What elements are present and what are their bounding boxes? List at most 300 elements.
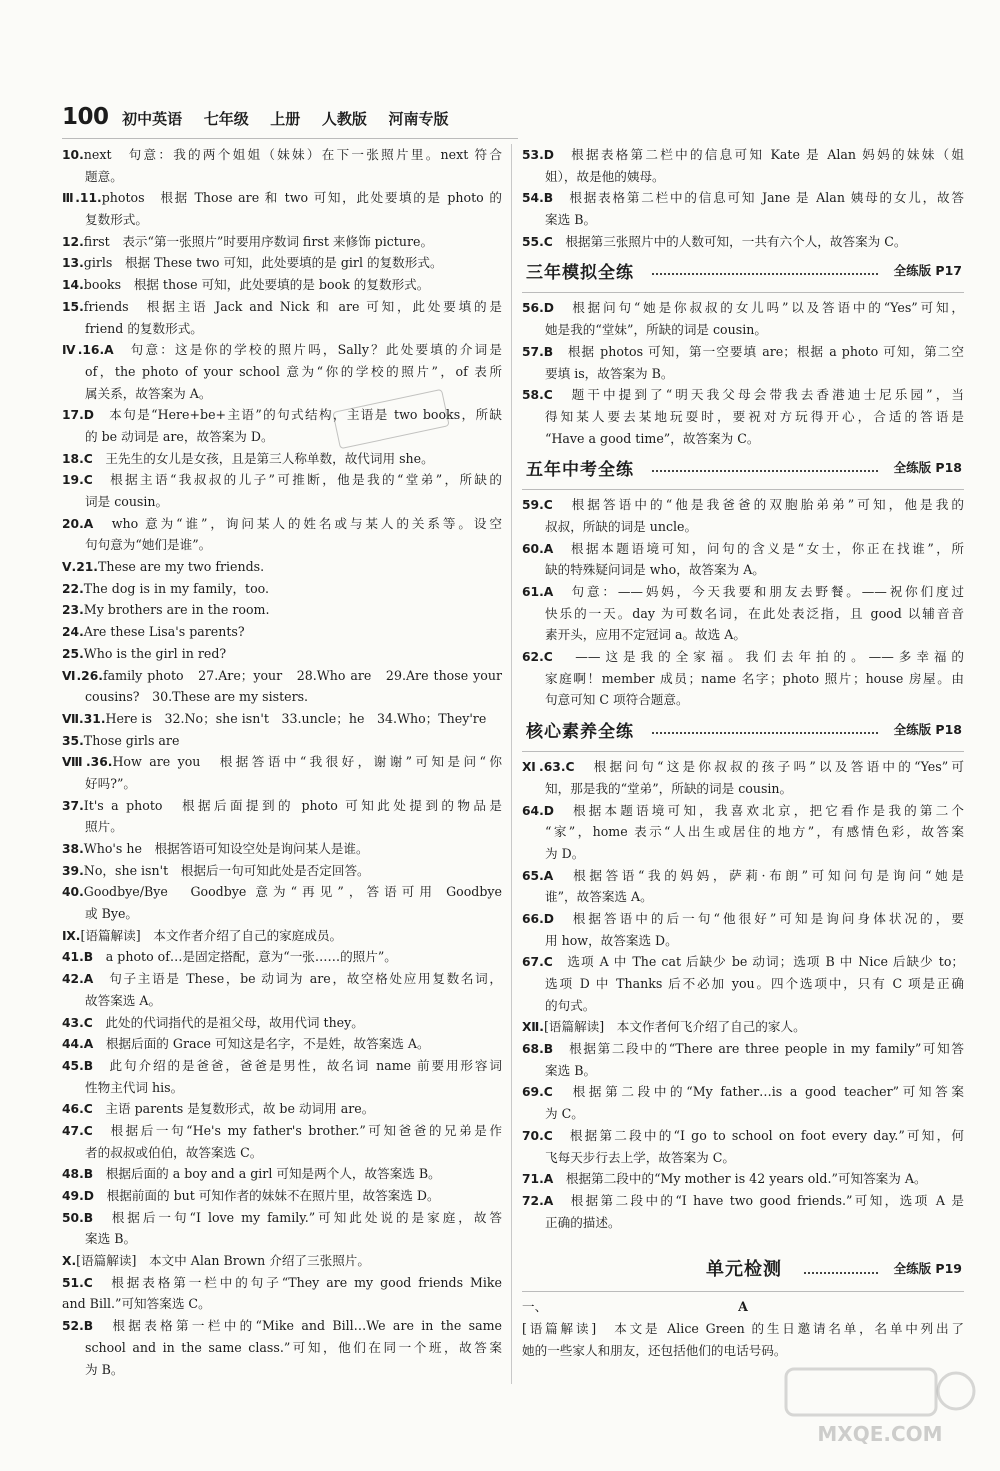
line-text: 为 D。 — [545, 845, 585, 861]
item-number: 57.B — [522, 344, 554, 359]
line-text: 姐），故是他的姨母。 — [545, 168, 665, 184]
section-version: 全练版 P18 — [893, 722, 962, 738]
item-number: 61.A — [522, 585, 554, 599]
text-line — [522, 1125, 964, 1147]
section-rule — [522, 292, 964, 293]
text-line — [62, 1315, 502, 1337]
line-text: a photo of…是固定搭配，意为“一张……的照片”。 — [93, 949, 397, 965]
line-text: ——这是我的全家福。我们去年拍的。——多幸福的 — [552, 649, 964, 665]
item-number: 66.D — [522, 911, 554, 926]
text-line — [522, 1038, 964, 1060]
text-line — [62, 166, 502, 188]
text-line — [62, 1098, 502, 1120]
text-line — [522, 865, 964, 887]
item-number: 40. — [62, 885, 84, 900]
text-line — [62, 990, 502, 1012]
text-line — [62, 578, 502, 600]
line-text: The dog is in my family，too. — [83, 580, 270, 596]
text-line — [62, 925, 502, 947]
line-text: These are my two friends. — [97, 559, 265, 575]
item-number: 43.C — [62, 1015, 93, 1030]
item-number: 60.A — [522, 541, 554, 556]
line-text: 根据第二段中的“My mother is 42 years old.”可知答案为 A。 — [553, 1171, 927, 1187]
text-line — [62, 881, 502, 903]
part-marker: 一、 — [522, 1299, 548, 1315]
section-three-year — [522, 256, 964, 286]
text-line — [522, 995, 964, 1017]
line-text: 好吗?”。 — [85, 775, 136, 791]
text-line — [62, 318, 502, 340]
text-line — [522, 1016, 964, 1038]
section-title: 核心素养全练 — [526, 722, 634, 743]
item-number: 37. — [62, 798, 84, 813]
item-number: 10. — [62, 148, 84, 162]
text-line — [62, 448, 502, 470]
line-text: [语篇解读] 本文是 Alice Green 的生日邀请名单，名单中列出了 — [522, 1320, 964, 1336]
item-number: Ⅸ. — [62, 928, 81, 943]
text-line — [62, 946, 502, 968]
text-line — [62, 209, 502, 231]
dotted-leader — [652, 470, 878, 472]
text-line — [62, 708, 502, 730]
section-title: 三年模拟全练 — [526, 263, 634, 284]
line-text: first 表示“第一张照片”时要用序数词 first 来修饰 picture。 — [83, 233, 434, 249]
text-line — [62, 296, 502, 318]
text-line — [522, 166, 964, 188]
dotted-leader — [652, 273, 878, 275]
item-number: 64.D — [522, 803, 554, 818]
item-number: 22. — [62, 581, 84, 596]
line-text: 的句式。 — [545, 997, 596, 1013]
text-line — [522, 1060, 964, 1082]
text-line — [62, 1055, 502, 1077]
answers-63-72 — [522, 756, 964, 1233]
right-column — [522, 144, 964, 1361]
unit-intro — [522, 1318, 964, 1361]
section-rule — [522, 1291, 964, 1292]
line-text: It's a photo 根据后面提到的 photo 可知此处提到的物品是 — [83, 797, 502, 813]
line-text: 缺的特殊疑问词是 who，故答案为 A。 — [545, 562, 765, 578]
line-text: Here is 32.No；she isn't 33.uncle；he 34.Who；They're — [105, 710, 487, 726]
item-number: 12. — [62, 234, 84, 249]
line-text: books 根据 those 可知，此处要填的是 book 的复数形式。 — [83, 277, 430, 293]
text-line — [522, 886, 964, 908]
text-line — [522, 1147, 964, 1169]
item-number: 41.B — [62, 950, 94, 965]
section-version: 全练版 P18 — [893, 460, 962, 476]
item-number: 59.C — [522, 498, 553, 513]
text-line — [522, 951, 964, 973]
text-line — [522, 297, 964, 319]
text-line — [62, 686, 502, 708]
line-text: Are these Lisa's parents? — [83, 624, 245, 640]
line-text: 根据表格第一栏中的句子“They are my good friends Mike — [92, 1274, 502, 1290]
page-number: 100 — [62, 104, 109, 130]
line-text: 案选 B。 — [545, 1062, 597, 1078]
line-text: 题干中提到了“明天我父母会带我去香港迪士尼乐园”，当 — [552, 387, 964, 403]
text-line — [522, 559, 964, 581]
text-line — [62, 491, 502, 513]
text-line — [62, 274, 502, 296]
item-number: 42.A — [62, 972, 94, 987]
text-line — [522, 144, 964, 166]
item-number: 70.C — [522, 1128, 553, 1143]
text-line — [522, 843, 964, 865]
header-grade: 七年级 — [203, 110, 249, 128]
line-text: 选项 A 中 The cat 后缺少 be 动词；选项 B 中 Nice 后缺少 to； — [552, 954, 964, 970]
text-line — [522, 319, 964, 341]
text-line — [522, 341, 964, 363]
item-number: 44.A — [62, 1037, 94, 1052]
line-text: 根据问句“她是你叔叔的女儿吗”以及答语中的“Yes”可知， — [554, 300, 964, 316]
text-line — [62, 751, 502, 773]
line-text: 家庭啊！member 成员；name 名字；photo 照片；house 房屋。由 — [545, 670, 964, 686]
dotted-leader — [652, 732, 878, 734]
text-line — [62, 665, 502, 687]
item-number: 71.A — [522, 1172, 554, 1187]
text-line — [522, 1318, 964, 1340]
line-text: 得知某人要去某地玩耍时，要祝对方玩得开心，合适的答语是 — [545, 408, 964, 424]
line-text: 根据第三张照片中的人数可知，一共有六个人，故答案为 C。 — [552, 233, 907, 249]
line-text: 性物主代词 his。 — [85, 1079, 184, 1095]
header-publisher: 人教版 — [321, 110, 367, 128]
text-line — [522, 756, 964, 778]
item-number: 51.C — [62, 1275, 93, 1290]
header-subject: 初中英语 — [122, 110, 183, 128]
text-line — [62, 621, 502, 643]
line-text: 案选 B。 — [545, 212, 597, 228]
item-number: 48.B — [62, 1167, 94, 1182]
item-number: Ⅶ.31. — [62, 711, 106, 726]
text-line — [522, 581, 964, 603]
item-number: 49.D — [62, 1189, 94, 1203]
text-line — [62, 252, 502, 274]
answers-56-58 — [522, 297, 964, 449]
item-number: 56.D — [522, 301, 554, 316]
text-line — [62, 1185, 502, 1207]
section-title: 五年中考全练 — [526, 460, 634, 481]
text-line — [522, 778, 964, 800]
text-line — [62, 426, 502, 448]
line-text: 知，那是我的“堂弟”，所缺的词是 cousin。 — [545, 780, 793, 796]
item-number: 20.A — [62, 516, 94, 531]
text-line — [522, 187, 964, 209]
line-text: [语篇解读] 本文作者介绍了自己的家庭成员。 — [80, 927, 343, 943]
line-text: friends 根据主语 Jack and Nick 和 are 可知，此处要填的是 — [83, 298, 502, 314]
text-line — [522, 1168, 964, 1190]
line-text: 正确的描述。 — [545, 1214, 621, 1230]
item-number: 15. — [62, 299, 84, 314]
item-number: 62.C — [522, 650, 553, 665]
item-number: 54.B — [522, 191, 554, 206]
section-unit-test — [522, 1251, 964, 1285]
text-line — [62, 534, 502, 556]
text-line — [62, 339, 502, 361]
line-text: 句意可知 C 项符合题意。 — [545, 692, 689, 708]
item-number: 17.D — [62, 408, 94, 423]
item-number: Ⅵ.26. — [62, 668, 103, 683]
watermark-text: MXQE.COM — [817, 1422, 943, 1446]
item-number: 47.C — [62, 1123, 93, 1138]
text-line — [522, 209, 964, 231]
line-text: 根据第二段中的“I have two good friends.”可知，选项 A 是 — [553, 1192, 964, 1208]
text-line — [62, 643, 502, 665]
text-line — [522, 624, 964, 646]
line-text: No，she isn't 根据后一句可知此处是否定回答。 — [83, 862, 370, 878]
item-number: 67.C — [522, 955, 553, 970]
line-text: 叔叔，所缺的词是 uncle。 — [545, 518, 698, 534]
text-line — [62, 556, 502, 578]
item-number: 24. — [62, 625, 84, 640]
line-text: 王先生的女儿是女孩，且是第三人称单数，故代词用 she。 — [92, 450, 434, 466]
line-text: Those girls are — [83, 732, 180, 748]
line-text: 词是 cousin。 — [85, 494, 169, 509]
line-text: 根据答语“我的妈妈，萨莉·布朗”可知问句是询问“她是 — [553, 867, 964, 883]
line-text: [语篇解读] 本文作者何飞介绍了自己的家人。 — [543, 1019, 806, 1035]
left-column — [62, 144, 502, 1380]
item-number: Ⅺ.63.C — [522, 760, 575, 775]
section-version: 全练版 P17 — [893, 263, 962, 279]
passage-letter: A — [738, 1299, 748, 1315]
line-text: 此处的代词指代的是祖父母，故用代词 they。 — [92, 1014, 364, 1030]
item-number: 50.B — [62, 1210, 94, 1225]
line-text: 本句是“Here+be+主语”的句式结构，主语是 two books，所缺 — [94, 407, 502, 423]
line-text: 照片。 — [85, 819, 123, 835]
line-text: 根据前面的 but 可知作者的妹妹不在照片里，故答案选 D。 — [94, 1188, 440, 1203]
line-text: 用 how，故答案选 D。 — [545, 932, 678, 948]
text-line — [62, 968, 502, 990]
item-number: 18.C — [62, 451, 93, 466]
text-line — [522, 363, 964, 385]
text-line — [522, 406, 964, 428]
line-text: 者的叔叔或伯伯，故答案选 C。 — [85, 1144, 263, 1160]
line-text: 快乐的一天。day 为可数名词，在此处表泛指，且 good 以辅音音 — [545, 605, 964, 621]
text-line — [522, 538, 964, 560]
item-number: 68.B — [522, 1042, 554, 1057]
line-text: 或 Bye。 — [85, 906, 139, 922]
line-text: Goodbye/Bye Goodbye 意为“再见”，答语可用 Goodbye — [83, 884, 502, 900]
dotted-leader — [804, 1272, 878, 1274]
item-number: 23. — [62, 603, 84, 618]
text-line — [522, 668, 964, 690]
text-line — [522, 603, 964, 625]
line-text: family photo 27.Are；your 28.Who are 29.Are those your — [102, 667, 502, 683]
line-text: My brothers are in the room. — [83, 602, 270, 618]
line-text: 根据表格第二栏中的信息可知 Kate 是 Alan 妈妈的妹妹（姐 — [554, 147, 964, 162]
line-text: 根据后面的 Grace 可知这是名字，不是姓，故答案选 A。 — [93, 1036, 430, 1052]
line-text: 谁”，故答案选 A。 — [545, 889, 653, 905]
item-number: Ⅻ. — [522, 1020, 544, 1035]
line-text: 素开头，应用不定冠词 a。故选 A。 — [545, 627, 746, 643]
line-text: 复数形式。 — [85, 212, 148, 228]
text-line — [522, 1103, 964, 1125]
text-line — [62, 838, 502, 860]
item-number: 52.B — [62, 1319, 94, 1334]
line-text: 根据后面的 a boy and a girl 可知是两个人，故答案选 B。 — [93, 1166, 441, 1182]
item-number: 55.C — [522, 234, 553, 249]
item-number: 46.C — [62, 1102, 93, 1117]
watermark-logo — [780, 1361, 980, 1451]
text-line — [62, 903, 502, 925]
text-line — [62, 816, 502, 838]
section-rule — [522, 489, 964, 490]
line-text: 的 be 动词是 are，故答案为 D。 — [85, 428, 274, 444]
text-line — [62, 1293, 502, 1315]
text-line — [522, 908, 964, 930]
line-text: 根据 photos 可知，第一空要填 are；根据 a photo 可知，第二空 — [553, 343, 964, 359]
text-line — [62, 1359, 502, 1381]
line-text: 飞每天步行去上学，故答案为 C。 — [545, 1149, 735, 1165]
line-text: 根据表格第二栏中的信息可知 Jane 是 Alan 姨母的女儿，故答 — [553, 190, 964, 206]
text-line — [62, 795, 502, 817]
section-core — [522, 715, 964, 745]
text-line — [522, 1212, 964, 1234]
text-line — [62, 860, 502, 882]
answers-53-55 — [522, 144, 964, 252]
line-text: 她的一些家人和朋友，还包括他们的电话号码。 — [522, 1342, 787, 1358]
item-number: 39. — [62, 863, 84, 878]
text-line — [62, 469, 502, 491]
item-number: 69.C — [522, 1085, 553, 1100]
text-line — [62, 1077, 502, 1099]
line-text: 为 B。 — [85, 1361, 124, 1377]
page-header — [62, 104, 464, 132]
text-line — [522, 428, 964, 450]
section-five-year — [522, 453, 964, 483]
section-version: 全练版 P19 — [893, 1261, 962, 1277]
line-text: 根据问句“这是你叔叔的孩子吗”以及答语中的“Yes”可 — [574, 759, 964, 775]
text-line — [62, 361, 502, 383]
text-line — [62, 599, 502, 621]
line-text: 根据答语中的“他是我爸爸的双胞胎弟弟”可知，他是我的 — [552, 497, 964, 513]
line-text: Who's he 根据答语可知设空处是询问某人是谁。 — [83, 841, 369, 856]
text-line — [62, 1250, 502, 1272]
text-line — [62, 1012, 502, 1034]
line-text: 她是我的“堂妹”，所缺的词是 cousin。 — [545, 322, 767, 338]
item-number: 25. — [62, 646, 84, 661]
line-text: 故答案选 A。 — [85, 992, 162, 1008]
line-text: 属关系，故答案为 A。 — [85, 385, 212, 401]
item-number: 65.A — [522, 868, 554, 883]
line-text: 句意：这是你的学校的照片吗，Sally？此处要填的介词是 — [113, 342, 502, 358]
item-number: 14. — [62, 278, 84, 293]
text-line — [62, 1142, 502, 1164]
line-text: friend 的复数形式。 — [85, 320, 203, 336]
line-text: 根据主语“我叔叔的儿子”可推断，他是我的“堂弟”，所缺的 — [92, 472, 502, 488]
header-rule — [62, 138, 518, 139]
item-number: 19.C — [62, 473, 93, 488]
text-line — [62, 1207, 502, 1229]
line-text: How are you 根据答语中“我很好，谢谢”可知是问“你 — [112, 754, 502, 770]
line-text: cousins? 30.These are my sisters. — [85, 689, 309, 705]
line-text: 选项 D 中 Thanks 后不必加 you。四个选项中，只有 C 项是正确 — [545, 976, 964, 991]
unit-part-header — [522, 1296, 964, 1318]
header-edition: 河南专版 — [388, 110, 449, 128]
text-line — [62, 1337, 502, 1359]
line-text: photos 根据 Those are 和 two 可知，此处要填的是 photo 的 — [101, 190, 502, 206]
answers-59-62 — [522, 494, 964, 711]
item-number: Ⅲ.11. — [62, 191, 102, 206]
text-line — [62, 231, 502, 253]
text-line — [522, 494, 964, 516]
text-line — [62, 1033, 502, 1055]
text-line — [522, 1081, 964, 1103]
line-text: 根据第二段中的“There are three people in my family”可知答 — [553, 1041, 964, 1057]
column-divider — [511, 144, 512, 1384]
text-line — [62, 1163, 502, 1185]
line-text: 根据第二段中的“My father…is a good teacher”可知答案 — [552, 1084, 964, 1100]
text-line — [62, 1272, 502, 1294]
text-line — [522, 646, 964, 668]
item-number: 72.A — [522, 1193, 554, 1208]
item-number: 53.D — [522, 148, 554, 162]
line-text: 根据后一句“He's my father's brother.”可知爸爸的兄弟是作 — [92, 1122, 502, 1138]
line-text: 题意。 — [85, 168, 123, 184]
line-text: of，the photo of your school 意为“你的学校的照片”，of 表所 — [85, 363, 502, 379]
section-title: 单元检测 — [706, 1259, 782, 1281]
item-number: Ⅹ. — [62, 1254, 77, 1269]
text-line — [62, 1120, 502, 1142]
line-text: “家”，home 表示“人出生或居住的地方”，有感情色彩，故答案 — [545, 824, 964, 840]
text-line — [522, 800, 964, 822]
line-text: [语篇解读] 本文中 Alan Brown 介绍了三张照片。 — [76, 1253, 370, 1269]
line-text: 要填 is，故答案为 B。 — [545, 365, 674, 381]
text-line — [62, 773, 502, 795]
item-number: Ⅴ.21. — [62, 560, 98, 575]
text-line — [522, 1190, 964, 1212]
item-number: 35. — [62, 733, 84, 748]
item-number: 58.C — [522, 388, 553, 403]
line-text: school and in the same class.”可知，他们在同一个班，故答案 — [85, 1339, 502, 1355]
text-line — [522, 384, 964, 406]
line-text: 根据第二段中的“I go to school on foot every day.”可知，何 — [552, 1127, 964, 1143]
line-text: 句意：——妈妈，今天我要和朋友去野餐。——祝你们度过 — [553, 584, 964, 599]
text-line — [62, 187, 502, 209]
text-line — [522, 930, 964, 952]
line-text: 句句意为“她们是谁”。 — [85, 537, 212, 553]
text-line — [62, 730, 502, 752]
item-number: Ⅷ.36. — [62, 755, 113, 770]
line-text: 案选 B。 — [85, 1231, 137, 1247]
line-text: 根据后一句“I love my family.”可知此处说的是家庭，故答 — [93, 1209, 502, 1225]
item-number: 13. — [62, 256, 84, 271]
line-text: 句子主语是 These，be 动词为 are，故空格处应用复数名词， — [93, 971, 502, 987]
line-text: 为 C。 — [545, 1106, 584, 1122]
line-text: 根据本题语境可知，我喜欢北京，把它看作是我的第二个 — [554, 802, 964, 818]
text-line — [62, 513, 502, 535]
line-text: girls 根据 These two 可知，此处要填的是 girl 的复数形式。 — [83, 255, 443, 271]
item-number: 38. — [62, 842, 84, 856]
line-text: and Bill.”可知答案选 C。 — [62, 1296, 211, 1312]
line-text: 此句介绍的是爸爸，爸爸是男性，故名词 name 前要用形容词 — [93, 1057, 502, 1073]
line-text: “Have a good time”，故答案为 C。 — [545, 430, 760, 446]
item-number: Ⅳ.16.A — [62, 343, 114, 358]
text-line — [522, 689, 964, 711]
text-line — [522, 973, 964, 995]
line-text: 根据答语中的后一句“他很好”可知是询问身体状况的，要 — [554, 910, 964, 926]
text-line — [522, 821, 964, 843]
section-rule — [522, 751, 964, 752]
item-number: 45.B — [62, 1058, 94, 1073]
text-line — [522, 231, 964, 253]
line-text: who 意为“谁”，询问某人的姓名或与某人的关系等。设空 — [93, 515, 502, 531]
line-text: 根据本题语境可知，问句的含义是“女士，你正在找谁”，所 — [553, 540, 964, 556]
text-line — [62, 1228, 502, 1250]
text-line — [62, 144, 502, 166]
line-text: next 句意：我的两个姐姐（妹妹）在下一张照片里。next 符合 — [83, 147, 502, 162]
header-volume: 上册 — [270, 110, 301, 128]
text-line — [522, 516, 964, 538]
